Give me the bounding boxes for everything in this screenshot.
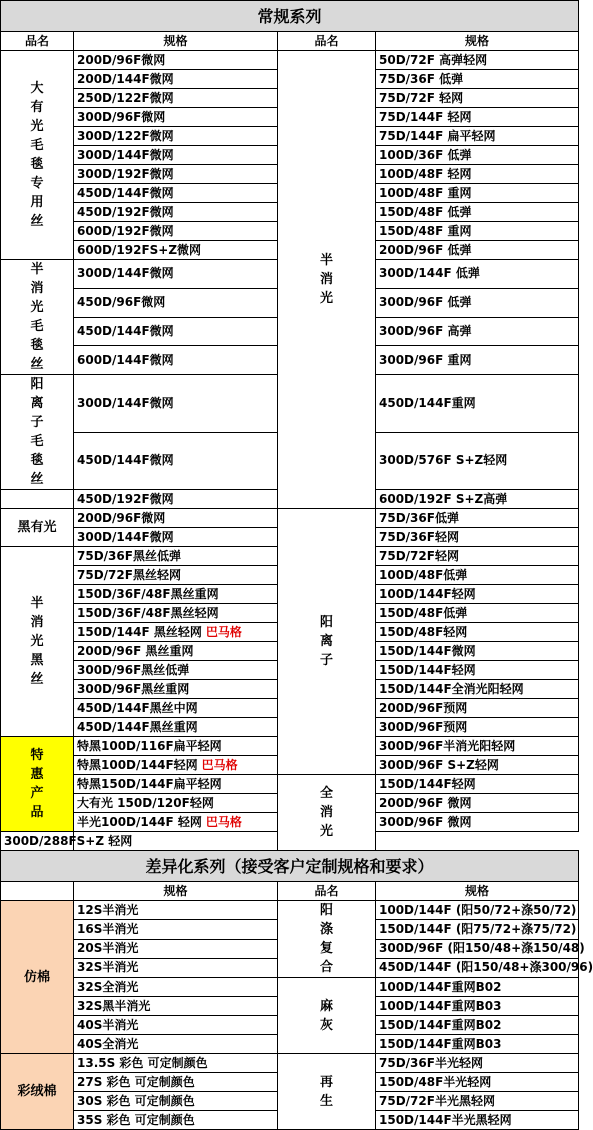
spec-cell: 150D/48F低弹 [376, 604, 579, 623]
spec-cell: 150D/144F (阳75/72+涤75/72) [376, 920, 579, 939]
spec-cell: 150D/48F 重网 [376, 222, 579, 241]
spec-cell: 450D/144F微网 [74, 432, 278, 490]
spec-cell: 100D/48F 重网 [376, 184, 579, 203]
spec-cell: 40S半消光 [74, 1016, 278, 1035]
spec-cell: 75D/36F半光轻网 [376, 1054, 579, 1073]
spec-cell: 300D/96F预网 [376, 718, 579, 737]
spec-cell: 35S 彩色 可定制颜色 [74, 1111, 278, 1130]
spec-cell: 200D/96F 低弹 [376, 241, 579, 260]
category-label: 阳离子毛毯丝 [1, 375, 74, 490]
spec-cell: 75D/72F轻网 [376, 547, 579, 566]
spec-cell: 20S半消光 [74, 939, 278, 958]
spec-cell: 300D/96F 高弹 [376, 317, 579, 346]
category-label: 大有光毛毯专用丝 [1, 51, 74, 260]
spec-cell: 32S全消光 [74, 978, 278, 997]
spec-cell: 300D/144F微网 [74, 146, 278, 165]
spec-cell: 300D/96F微网 [74, 108, 278, 127]
spec-cell: 13.5S 彩色 可定制颜色 [74, 1054, 278, 1073]
spec-cell: 16S半消光 [74, 920, 278, 939]
spec-cell: 40S全消光 [74, 1035, 278, 1054]
spec-cell: 200D/96F 微网 [376, 794, 579, 813]
spec-cell: 150D/144F 黑丝轻网 巴马格 [74, 623, 278, 642]
spec-cell: 150D/144F轻网 [376, 775, 579, 794]
spec-cell: 100D/144F轻网 [376, 585, 579, 604]
spec-cell: 300D/144F微网 [74, 375, 278, 433]
column-header: 规格 [376, 32, 579, 51]
spec-cell: 300D/144F 低弹 [376, 260, 579, 289]
spec-cell: 300D/96F 微网 [376, 813, 579, 832]
spec-cell: 32S半消光 [74, 958, 278, 977]
spec-cell: 100D/144F重网B03 [376, 997, 579, 1016]
category-label: 半消光 [278, 51, 376, 509]
section-title: 常规系列 [1, 1, 579, 32]
spec-cell: 450D/96F微网 [74, 288, 278, 317]
spec-cell: 150D/48F轻网 [376, 623, 579, 642]
section-title: 差异化系列（接受客户定制规格和要求） [1, 851, 579, 882]
category-label [1, 490, 74, 509]
spec-cell: 200D/96F预网 [376, 699, 579, 718]
category-label: 特惠产品 [1, 737, 74, 832]
red-tag: 巴马格 [205, 624, 242, 639]
spec-cell: 150D/144F重网B03 [376, 1035, 579, 1054]
spec-cell: 150D/144F半光黑轻网 [376, 1111, 579, 1130]
spec-cell: 100D/48F 轻网 [376, 165, 579, 184]
spec-cell: 75D/144F 轻网 [376, 108, 579, 127]
spec-cell: 75D/72F黑丝轻网 [74, 566, 278, 585]
spec-cell: 200D/96F微网 [74, 51, 278, 70]
spec-cell: 100D/36F 低弹 [376, 146, 579, 165]
spec-cell: 100D/48F低弹 [376, 566, 579, 585]
spec-cell: 75D/144F 扁平轻网 [376, 127, 579, 146]
spec-cell: 特黑100D/144F轻网 巴马格 [74, 756, 278, 775]
column-header: 规格 [74, 32, 278, 51]
category-label: 半消光毛毯丝 [1, 260, 74, 375]
spec-cell: 75D/72F 轻网 [376, 89, 579, 108]
spec-cell: 300D/96F 重网 [376, 346, 579, 375]
spec-cell: 150D/144F重网B02 [376, 1016, 579, 1035]
spec-cell: 450D/144F重网 [376, 375, 579, 433]
spec-cell: 32S黑半消光 [74, 997, 278, 1016]
spec-cell: 75D/36F低弹 [376, 509, 579, 528]
spec-cell: 450D/144F黑丝中网 [74, 699, 278, 718]
spec-cell: 300D/96F黑丝低弹 [74, 661, 278, 680]
spec-cell: 150D/144F轻网 [376, 661, 579, 680]
spec-cell: 75D/36F轻网 [376, 528, 579, 547]
column-header: 品名 [278, 32, 376, 51]
spec-cell: 450D/144F微网 [74, 317, 278, 346]
category-label: 再生 [278, 1054, 376, 1130]
category-label: 半消光黑丝 [1, 547, 74, 737]
spec-cell: 300D/144F微网 [74, 260, 278, 289]
spec-cell: 300D/96F 低弹 [376, 288, 579, 317]
spec-cell: 半光100D/144F 轻网 巴马格 [74, 813, 278, 832]
spec-cell: 300D/192F微网 [74, 165, 278, 184]
spec-cell: 100D/144F (阳50/72+涤50/72) [376, 901, 579, 920]
category-label: 全消光 [278, 775, 376, 851]
spec-cell: 300D/96F黑丝重网 [74, 680, 278, 699]
spec-cell: 450D/144F (阳150/48+涤300/96) [376, 958, 579, 977]
spec-cell: 150D/48F 低弹 [376, 203, 579, 222]
spec-cell: 200D/96F 黑丝重网 [74, 642, 278, 661]
spec-cell: 300D/144F微网 [74, 528, 278, 547]
spec-cell: 300D/96F半消光阳轻网 [376, 737, 579, 756]
spec-cell: 600D/192FS+Z微网 [74, 241, 278, 260]
spec-cell: 75D/36F黑丝低弹 [74, 547, 278, 566]
column-header: 规格 [74, 882, 278, 901]
spec-cell: 150D/144F微网 [376, 642, 579, 661]
spec-cell: 300D/96F (阳150/48+涤150/48) [376, 939, 579, 958]
spec-cell: 大有光 150D/120F轻网 [74, 794, 278, 813]
column-header: 规格 [376, 882, 579, 901]
category-label: 黑有光 [1, 509, 74, 547]
category-label: 阳涤复合 [278, 901, 376, 978]
spec-cell: 450D/192F微网 [74, 490, 278, 509]
column-header: 品名 [1, 32, 74, 51]
spec-cell: 30S 彩色 可定制颜色 [74, 1092, 278, 1111]
category-label: 彩绒棉 [1, 1054, 74, 1130]
spec-cell: 75D/72F半光黑轻网 [376, 1092, 579, 1111]
spec-cell: 12S半消光 [74, 901, 278, 920]
spec-cell: 300D/576F S+Z轻网 [376, 432, 579, 490]
spec-cell: 150D/36F/48F黑丝轻网 [74, 604, 278, 623]
category-label: 麻灰 [278, 978, 376, 1054]
category-label: 仿棉 [1, 901, 74, 1054]
spec-cell: 450D/144F黑丝重网 [74, 718, 278, 737]
spec-cell: 300D/122F微网 [74, 127, 278, 146]
spec-cell: 600D/192F S+Z高弹 [376, 490, 579, 509]
spec-cell: 300D/288FS+Z 轻网 [1, 832, 74, 851]
spec-cell: 600D/192F微网 [74, 222, 278, 241]
spec-cell: 300D/96F S+Z轻网 [376, 756, 579, 775]
spec-cell: 200D/144F微网 [74, 70, 278, 89]
spec-cell: 特黑100D/116F扁平轻网 [74, 737, 278, 756]
spec-cell: 250D/122F微网 [74, 89, 278, 108]
spec-cell: 150D/36F/48F黑丝重网 [74, 585, 278, 604]
column-header: 品名 [278, 882, 376, 901]
spec-cell: 特黑150D/144F扁平轻网 [74, 775, 278, 794]
spec-cell: 450D/192F微网 [74, 203, 278, 222]
spec-cell: 27S 彩色 可定制颜色 [74, 1073, 278, 1092]
red-tag: 巴马格 [205, 814, 242, 829]
spec-cell: 150D/48F半光轻网 [376, 1073, 579, 1092]
red-tag: 巴马格 [201, 757, 238, 772]
spec-cell: 200D/96F微网 [74, 509, 278, 528]
spec-cell: 600D/144F微网 [74, 346, 278, 375]
column-header [1, 882, 74, 901]
spec-cell: 50D/72F 高弹轻网 [376, 51, 579, 70]
category-label: 阳离子 [278, 509, 376, 775]
spec-cell: 75D/36F 低弹 [376, 70, 579, 89]
spec-cell: 100D/144F重网B02 [376, 978, 579, 997]
spec-cell: 150D/144F全消光阳轻网 [376, 680, 579, 699]
spec-cell: 450D/144F微网 [74, 184, 278, 203]
